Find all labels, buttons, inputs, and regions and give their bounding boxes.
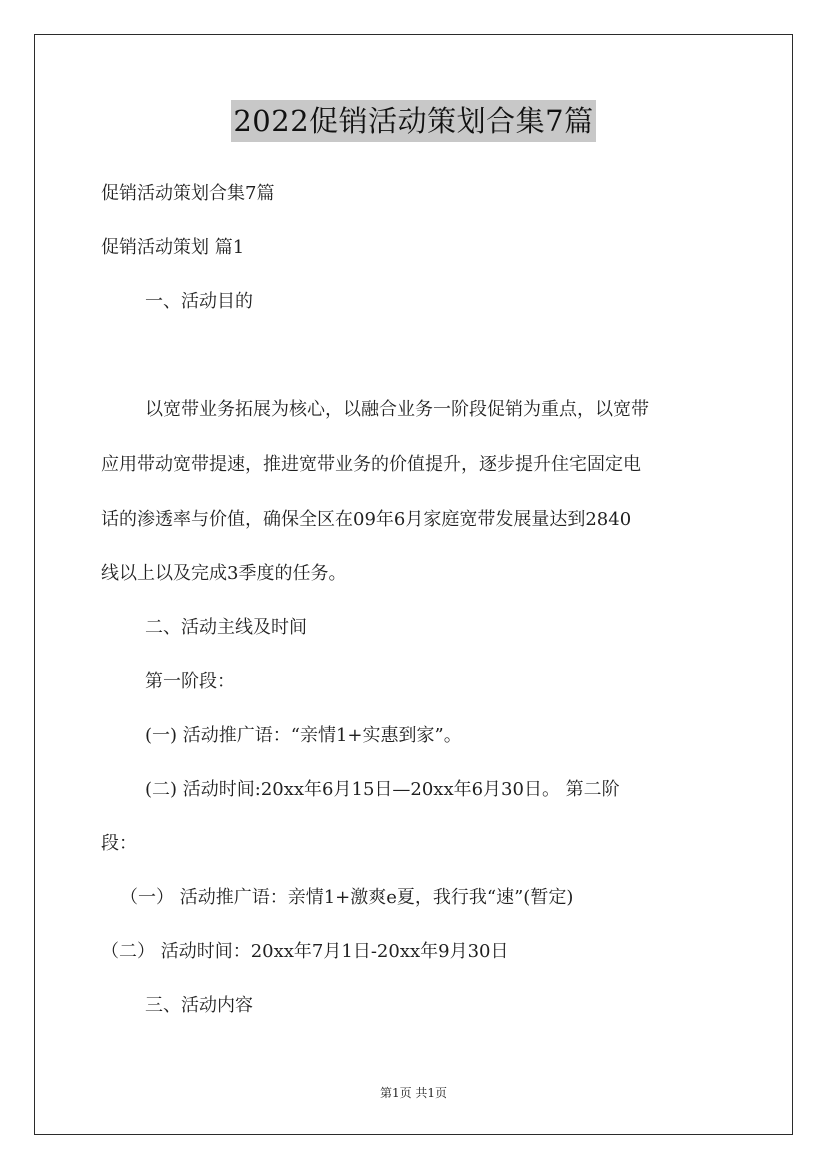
stage-one-label: 第一阶段： <box>145 671 235 692</box>
heading-activity-purpose: 一、活动目的 <box>145 291 253 312</box>
stage-two-time: （二） 活动时间：20xx年7月1日-20xx年9月30日 <box>101 941 509 962</box>
stage-one-slogan: (一) 活动推广语：“亲情1+实惠到家”。 <box>145 725 462 746</box>
heading-main-line-time: 二、活动主线及时间 <box>145 617 307 638</box>
paragraph-line: 线以上以及完成3季度的任务。 <box>101 563 347 584</box>
heading-activity-content: 三、活动内容 <box>145 995 253 1016</box>
section-heading: 促销活动策划 篇1 <box>101 237 245 258</box>
paragraph-line: 话的渗透率与价值，确保全区在09年6月家庭宽带发展量达到2840 <box>101 509 632 530</box>
document-title: 2022促销活动策划合集7篇 <box>231 100 595 142</box>
document-subtitle: 促销活动策划合集7篇 <box>101 183 275 204</box>
paragraph-line: 应用带动宽带提速，推进宽带业务的价值提升，逐步提升住宅固定电 <box>101 454 641 475</box>
page-number-footer: 第1页 共1页 <box>379 1086 448 1100</box>
stage-one-time: (二) 活动时间:20xx年6月15日—20xx年6月30日。 第二阶 <box>145 779 620 800</box>
stage-two-label-continued: 段： <box>101 833 137 854</box>
paragraph-line: 以宽带业务拓展为核心，以融合业务一阶段促销为重点，以宽带 <box>145 399 649 420</box>
title-container <box>0 100 827 142</box>
stage-two-slogan: （一） 活动推广语：亲情1+激爽e夏，我行我“速”(暂定) <box>120 887 574 908</box>
